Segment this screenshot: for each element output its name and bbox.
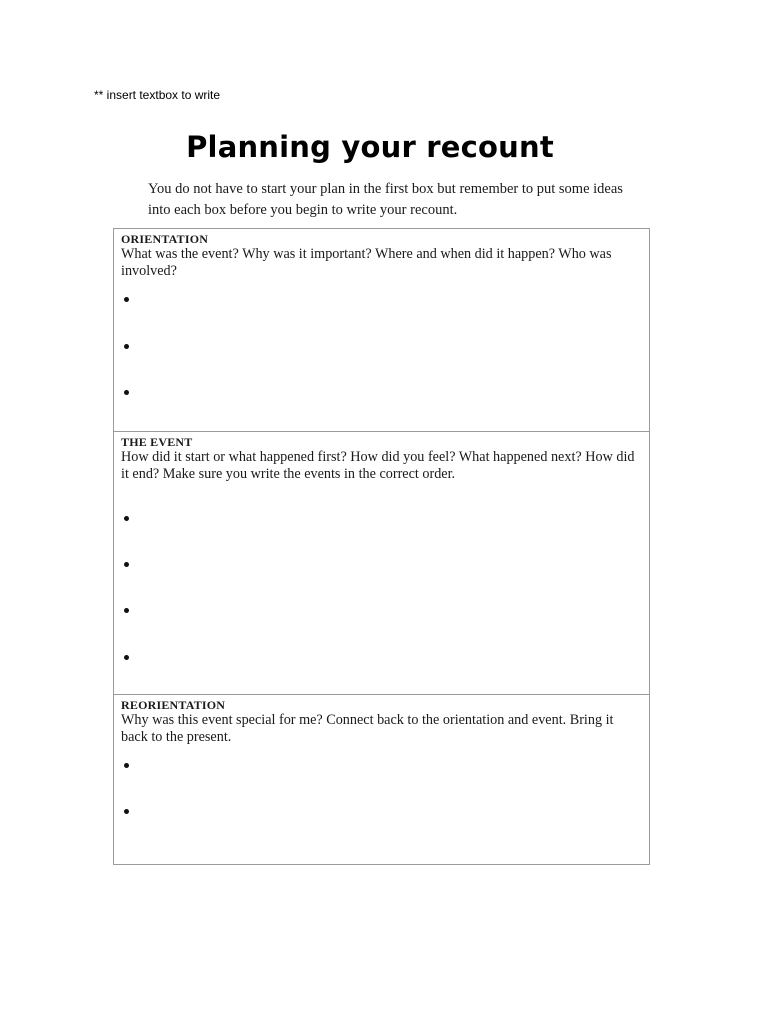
event-heading: THE EVENT bbox=[121, 435, 193, 449]
bullet-point[interactable] bbox=[124, 560, 134, 570]
reorientation-section bbox=[114, 694, 649, 864]
bullet-point[interactable] bbox=[124, 653, 134, 663]
recount-plan-table bbox=[113, 228, 650, 865]
event-section bbox=[114, 431, 649, 694]
event-prompt: How did it start or what happened first? How did you feel? What happened next? How did it end? Make sure you write the events in the correct order. bbox=[121, 449, 635, 482]
bullet-point[interactable] bbox=[124, 342, 134, 352]
instruction-note: ** insert textbox to write bbox=[94, 88, 221, 102]
page-title: Planning your recount bbox=[186, 130, 554, 164]
bullet-point[interactable] bbox=[124, 807, 134, 817]
reorientation-prompt: Why was this event special for me? Connect back to the orientation and event. Bring it back to the present. bbox=[121, 712, 614, 745]
orientation-prompt: What was the event? Why was it important? Where and when did it happen? Who was involved? bbox=[121, 246, 612, 279]
intro-paragraph: You do not have to start your plan in the first box but remember to put some ideas into each box before you begin to write your recount. bbox=[148, 181, 623, 218]
bullet-point[interactable] bbox=[124, 388, 134, 398]
orientation-section bbox=[114, 229, 649, 431]
bullet-point[interactable] bbox=[124, 761, 134, 771]
reorientation-heading: REORIENTATION bbox=[121, 698, 226, 712]
bullet-point[interactable] bbox=[124, 514, 134, 524]
bullet-point[interactable] bbox=[124, 606, 134, 616]
bullet-point[interactable] bbox=[124, 295, 134, 305]
orientation-heading: ORIENTATION bbox=[121, 232, 209, 246]
